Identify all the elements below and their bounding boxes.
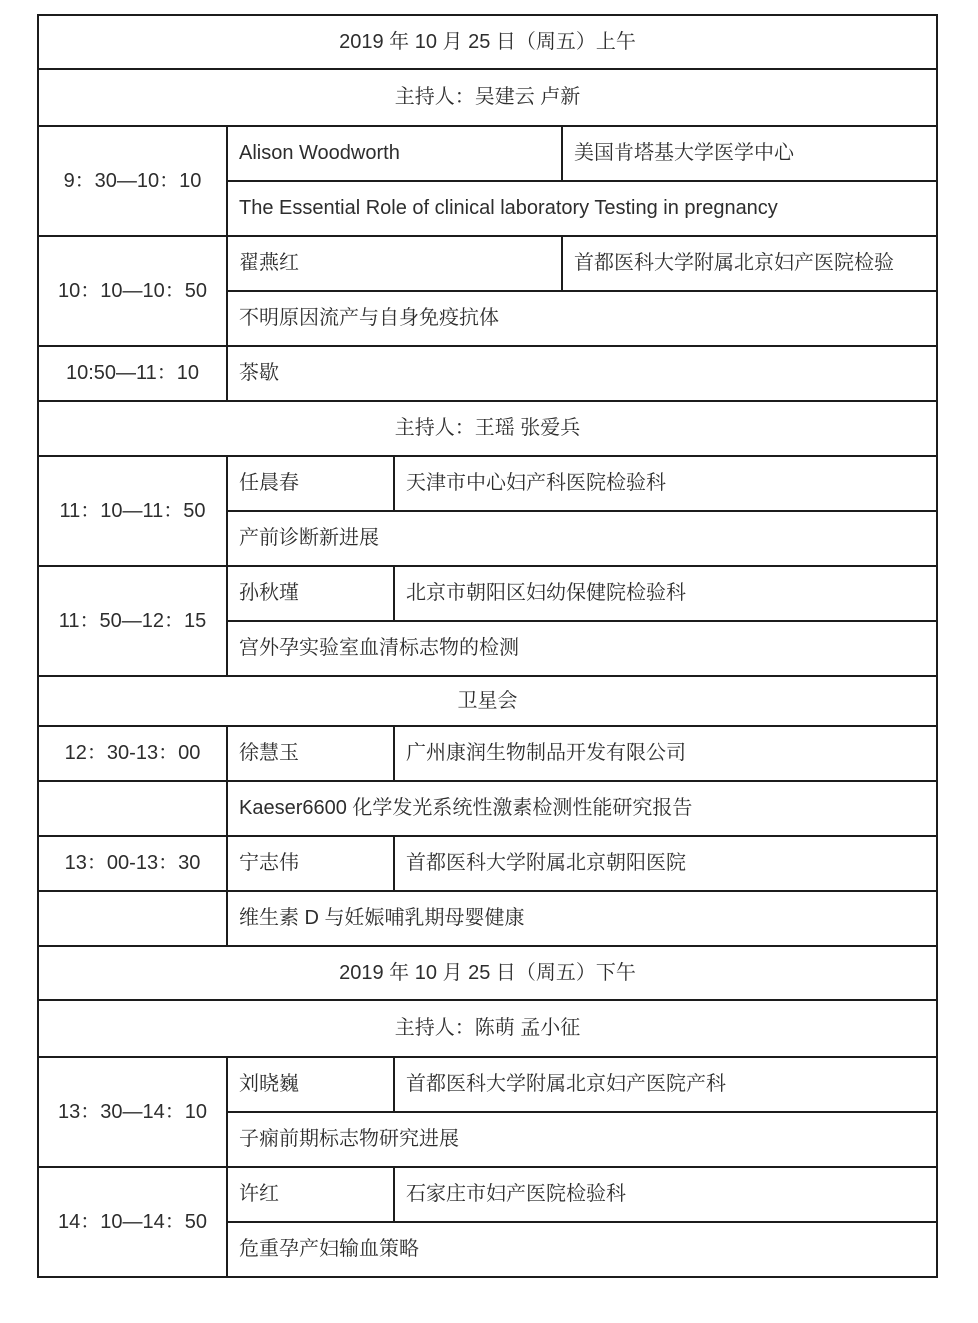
time-cell: 11：10—11：50	[38, 456, 227, 566]
speaker-cell: 翟燕红	[227, 236, 562, 291]
time-cell: 13：00-13：30	[38, 836, 227, 891]
affiliation-cell: 美国肯塔基大学医学中心	[562, 126, 937, 181]
moderators-row-2: 主持人：王瑶 张爱兵	[38, 401, 937, 456]
time-cell: 12：30-13：00	[38, 726, 227, 781]
afternoon-date-header: 2019 年 10 月 25 日（周五）下午	[38, 946, 937, 1000]
time-cell: 13：30—14：10	[38, 1057, 227, 1167]
speaker-cell: 任晨春	[227, 456, 394, 511]
affiliation-cell: 天津市中心妇产科医院检验科	[394, 456, 937, 511]
talk-title-cell: The Essential Role of clinical laboratory Testing in pregnancy	[227, 181, 937, 236]
speaker-cell: Alison Woodworth	[227, 126, 562, 181]
time-cell: 10:50—11：10	[38, 346, 227, 401]
speaker-cell: 宁志伟	[227, 836, 394, 891]
satellite-session-header: 卫星会	[38, 676, 937, 726]
empty-time-cell	[38, 781, 227, 836]
affiliation-cell: 首都医科大学附属北京妇产医院检验	[562, 236, 937, 291]
talk-title-cell: 维生素 D 与妊娠哺乳期母婴健康	[227, 891, 937, 946]
speaker-cell: 刘晓巍	[227, 1057, 394, 1112]
talk-title-cell: Kaeser6600 化学发光系统性激素检测性能研究报告	[227, 781, 937, 836]
time-cell: 11：50—12：15	[38, 566, 227, 676]
moderators-row-1: 主持人：吴建云 卢新	[38, 69, 937, 126]
time-cell: 10：10—10：50	[38, 236, 227, 346]
talk-title-cell: 产前诊断新进展	[227, 511, 937, 566]
talk-title-cell: 宫外孕实验室血清标志物的检测	[227, 621, 937, 676]
moderators-row-3: 主持人：陈萌 孟小征	[38, 1000, 937, 1057]
speaker-cell: 孙秋瑾	[227, 566, 394, 621]
speaker-cell: 徐慧玉	[227, 726, 394, 781]
empty-time-cell	[38, 891, 227, 946]
conference-schedule-table	[37, 14, 938, 1278]
morning-date-header: 2019 年 10 月 25 日（周五）上午	[38, 15, 937, 69]
time-cell: 14：10—14：50	[38, 1167, 227, 1277]
talk-title-cell: 危重孕产妇输血策略	[227, 1222, 937, 1277]
affiliation-cell: 北京市朝阳区妇幼保健院检验科	[394, 566, 937, 621]
affiliation-cell: 石家庄市妇产医院检验科	[394, 1167, 937, 1222]
affiliation-cell: 首都医科大学附属北京妇产医院产科	[394, 1057, 937, 1112]
affiliation-cell: 首都医科大学附属北京朝阳医院	[394, 836, 937, 891]
talk-title-cell: 子痫前期标志物研究进展	[227, 1112, 937, 1167]
time-cell: 9：30—10：10	[38, 126, 227, 236]
talk-title-cell: 不明原因流产与自身免疫抗体	[227, 291, 937, 346]
speaker-cell: 许红	[227, 1167, 394, 1222]
tea-break-label: 茶歇	[227, 346, 937, 401]
affiliation-cell: 广州康润生物制品开发有限公司	[394, 726, 937, 781]
